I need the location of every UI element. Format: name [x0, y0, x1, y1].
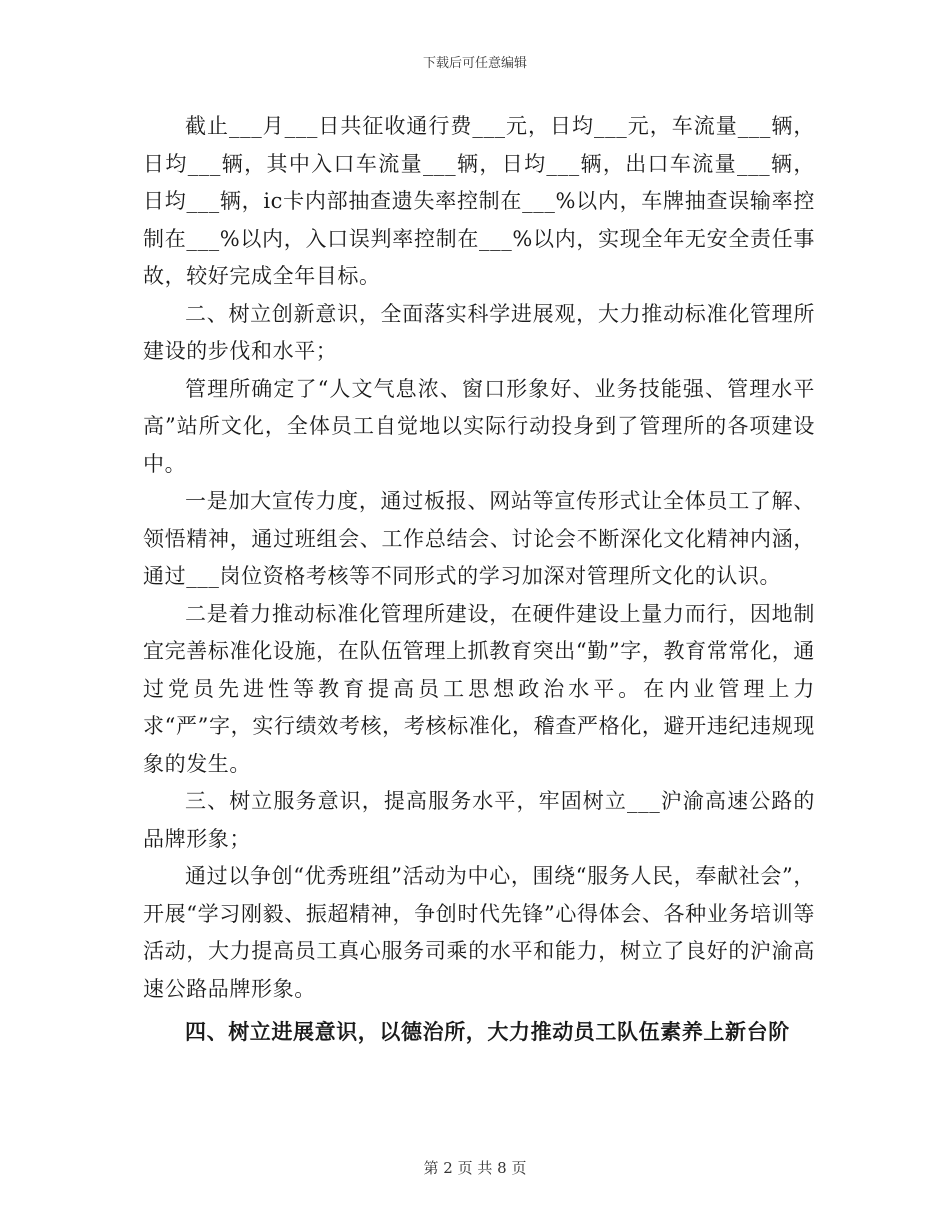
document-body: [143, 108, 815, 1052]
paragraph-station-culture: 管理所确定了“人文气息浓、窗口形象好、业务技能强、管理水平高”站所文化，全体员工自觉地以实际行动投身到了管理所的各项建设中。: [143, 376, 815, 476]
paragraph-standardization: 二是着力推动标准化管理所建设，在硬件建设上量力而行，因地制宜完善标准化设施，在队伍管理上抓教育突出“勤”字，教育常常化，通过党员先进性等教育提高员工思想政治水平。在内业管理上力求“严”字，实行绩效考核，考核标准化，稽查严格化，避开违纪违规现象的发生。: [143, 601, 815, 776]
paragraph-section-two-title: 二、树立创新意识，全面落实科学进展观，大力推动标准化管理所建设的步伐和水平；: [143, 301, 815, 363]
paragraph-publicity: 一是加大宣传力度，通过板报、网站等宣传形式让全体员工了解、领悟精神，通过班组会、工作总结会、讨论会不断深化文化精神内涵，通过___岗位资格考核等不同形式的学习加深对管理所文化的认识。: [143, 489, 815, 588]
paragraph-toll-statistics: 截止___月___日共征收通行费___元，日均___元，车流量___辆，日均___辆，其中入口车流量___辆，日均___辆，出口车流量___辆，日均___辆，ic卡内部抽查遗失率控制在___%以内，车牌抽查误输率控制在___%以内，入口误判率控制在___%以内，实现全年无安全责任事故，较好完成全年目标。: [143, 114, 815, 288]
page-number-footer: 第 2 页 共 8 页: [423, 1159, 527, 1177]
page-header: 下载后可任意编辑: [422, 56, 527, 71]
section-four-heading: 四、树立进展意识，以德治所，大力推动员工队伍素养上新台阶: [185, 1020, 790, 1044]
paragraph-excellent-team: 通过以争创“优秀班组”活动为中心，围绕“服务人民，奉献社会”，开展“学习刚毅、振超精神，争创时代先锋”心得体会、各种业务培训等活动，大力提高员工真心服务司乘的水平和能力，树立了良好的沪渝高速公路品牌形象。: [143, 864, 815, 1001]
paragraph-section-three-title: 三、树立服务意识，提高服务水平，牢固树立___沪渝高速公路的品牌形象；: [143, 789, 815, 851]
